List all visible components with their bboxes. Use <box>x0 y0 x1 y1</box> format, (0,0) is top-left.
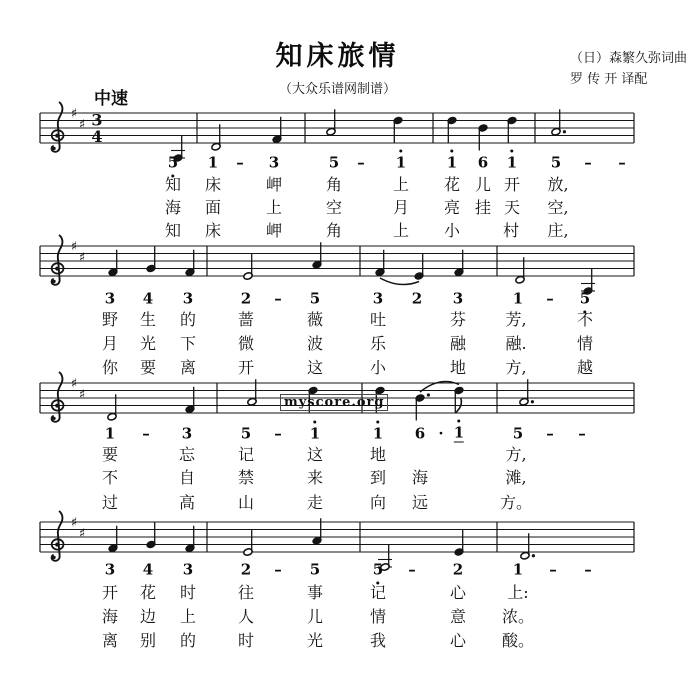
sharp-icon: ♯ <box>70 515 78 531</box>
slur <box>380 278 419 285</box>
jianpu-number: 5 <box>328 153 340 172</box>
lyric-char: 月 <box>101 334 119 353</box>
lyric-char: 忘 <box>178 445 196 464</box>
sharp-icon: ♯ <box>78 387 86 403</box>
lyric-char: 上 <box>392 175 410 194</box>
jianpu-number: 5 <box>512 424 524 443</box>
jianpu-number: 2 <box>411 289 423 308</box>
lyric-char: 上 <box>265 198 283 217</box>
jianpu-number: 1 <box>447 156 457 171</box>
lyric-char: 别 <box>139 631 157 650</box>
note <box>146 246 156 273</box>
credit-translator: 罗 传 开 译配 <box>569 72 648 87</box>
lyric-char: 角 <box>325 175 343 194</box>
octave-dot <box>377 421 380 424</box>
lyric-char: 薇 <box>306 310 324 329</box>
lyric-char: 下 <box>179 334 197 353</box>
lyric-char: 岬 <box>265 175 283 194</box>
lyric-char: 上 <box>392 221 410 240</box>
note <box>507 116 517 143</box>
lyric-char: 方。 <box>499 493 533 512</box>
lyric-char: 微 <box>237 334 255 353</box>
jianpu-number: 5 <box>580 292 590 307</box>
sharp-icon: ♯ <box>70 376 78 392</box>
lyric-char: 边 <box>139 607 157 626</box>
jianpu-number: – <box>274 424 282 443</box>
lyric-char: 小 <box>443 221 461 240</box>
lyric-char: 波 <box>306 334 324 353</box>
lyric-char: 空 <box>325 198 343 217</box>
watermark: myscore.org <box>280 394 388 411</box>
jianpu-number: 6 <box>414 424 426 443</box>
lyric-char: 地 <box>449 358 467 377</box>
jianpu-number: 3 <box>182 289 194 308</box>
page-title: 知床旅情 <box>275 41 400 72</box>
jianpu-number: – <box>357 153 365 172</box>
octave-dot <box>451 150 454 153</box>
lyric-char: 你 <box>101 358 119 377</box>
jianpu-number: – <box>618 153 626 172</box>
lyric-char: 时 <box>237 631 255 650</box>
lyric-char: 面 <box>204 198 222 217</box>
jianpu-number: – <box>546 289 554 308</box>
credits <box>570 48 687 90</box>
lyric-char: 开 <box>503 175 521 194</box>
jianpu-number: 5 <box>550 153 562 172</box>
lyric-char: 方, <box>505 358 527 377</box>
lyric-char: 要 <box>139 358 157 377</box>
lyric-char: 不 <box>576 310 594 329</box>
note <box>447 116 457 143</box>
lyric-char: 知 <box>164 175 182 194</box>
jianpu-number: 2 <box>452 560 464 579</box>
jianpu-number: 1 <box>454 426 464 443</box>
lyric-char: 空, <box>547 198 569 217</box>
jianpu-number: 1 <box>507 156 517 171</box>
lyric-char: 意 <box>449 607 467 626</box>
jianpu-number: · <box>438 424 444 443</box>
jianpu-number: 2 <box>240 560 252 579</box>
time-signature: 3 <box>91 110 103 130</box>
lyric-char: 岬 <box>265 221 283 240</box>
lyric-char: 花 <box>443 175 461 194</box>
lyric-char: 光 <box>139 334 157 353</box>
lyric-char: 儿 <box>306 607 324 626</box>
note <box>454 386 464 413</box>
lyric-char: 床 <box>204 221 222 240</box>
note <box>243 530 253 557</box>
lyric-char: 上 <box>179 607 197 626</box>
octave-dot <box>511 150 514 153</box>
lyric-char: 亮 <box>443 198 461 217</box>
jianpu-number: 3 <box>104 289 116 308</box>
lyric-char: 记 <box>369 583 387 602</box>
lyric-char: 海 <box>411 468 429 487</box>
jianpu-number: – <box>142 424 150 443</box>
lyric-char: 光 <box>306 631 324 650</box>
jianpu-number: 1 <box>512 560 524 579</box>
lyric-char: 滩, <box>505 468 527 487</box>
jianpu-number: 6 <box>477 153 489 172</box>
subtitle: （大众乐谱网制谱） <box>278 82 396 97</box>
lyric-char: 蔷 <box>237 310 255 329</box>
lyric-char: 时 <box>179 583 197 602</box>
lyric-char: 向 <box>369 493 387 512</box>
tempo-marking: 中速 <box>94 89 128 109</box>
lyric-char: 记 <box>237 445 255 464</box>
jianpu-number: 1 <box>373 427 383 442</box>
treble-clef-icon <box>52 235 64 285</box>
jianpu-number: 3 <box>452 289 464 308</box>
lyric-char: 情 <box>369 607 387 626</box>
lyric-char: 方, <box>505 445 527 464</box>
jianpu-number: 5 <box>309 289 321 308</box>
lyric-char: 情 <box>576 334 594 353</box>
lyric-char: 往 <box>237 583 255 602</box>
lyric-char: 事 <box>306 583 324 602</box>
lyric-char: 月 <box>392 198 410 217</box>
lyric-char: 野 <box>101 310 119 329</box>
sharp-icon: ♯ <box>78 117 86 133</box>
lyric-char: 挂 <box>474 198 492 217</box>
sharp-icon: ♯ <box>70 106 78 122</box>
jianpu-number: 5 <box>240 424 252 443</box>
lyric-char: 自 <box>178 468 196 487</box>
octave-dot <box>458 420 461 423</box>
lyric-char: 放, <box>547 175 569 194</box>
lyric-char: 到 <box>369 468 387 487</box>
lyric-char: 山 <box>237 493 255 512</box>
jianpu-number: – <box>584 153 592 172</box>
lyric-char: 禁 <box>237 468 255 487</box>
lyric-char: 心 <box>449 631 467 650</box>
lyric-char: 庄, <box>547 221 569 240</box>
lyric-char: 知 <box>164 221 182 240</box>
lyric-char: 离 <box>101 631 119 650</box>
jianpu-number: 1 <box>396 156 406 171</box>
lyric-char: 上: <box>507 583 529 602</box>
lyric-char: 走 <box>306 493 324 512</box>
jianpu-number: – <box>549 560 557 579</box>
jianpu-number: 3 <box>182 560 194 579</box>
lyric-char: 融. <box>505 334 527 353</box>
lyric-char: 儿 <box>474 175 492 194</box>
jianpu-number: 1 <box>104 424 116 443</box>
jianpu-number: 1 <box>207 153 219 172</box>
treble-clef-icon <box>52 102 64 152</box>
jianpu-number: – <box>584 560 592 579</box>
time-signature: 4 <box>91 127 103 146</box>
lyric-char: 远 <box>411 493 429 512</box>
lyric-char: 这 <box>306 358 324 377</box>
lyric-char: 要 <box>101 445 119 464</box>
lyric-char: 酸。 <box>501 631 535 650</box>
note <box>146 522 156 549</box>
jianpu-number: – <box>236 153 244 172</box>
jianpu-number: 5 <box>373 563 383 578</box>
lyric-char: 地 <box>369 445 387 464</box>
lyric-char: 离 <box>179 358 197 377</box>
lyric-char: 小 <box>369 358 387 377</box>
lyric-char: 不 <box>101 468 119 487</box>
octave-dot <box>314 421 317 424</box>
lyric-char: 海 <box>164 198 182 217</box>
jianpu-number: 4 <box>142 289 154 308</box>
lyric-char: 越 <box>576 358 594 377</box>
jianpu-number: – <box>274 560 282 579</box>
lyric-char: 我 <box>369 631 387 650</box>
lyric-char: 角 <box>325 221 343 240</box>
jianpu-number: 1 <box>310 427 320 442</box>
lyric-char: 这 <box>306 445 324 464</box>
note <box>478 124 488 151</box>
jianpu-number: – <box>274 289 282 308</box>
lyric-char: 浓。 <box>501 607 535 626</box>
lyric-char: 天 <box>503 198 521 217</box>
lyric-char: 开 <box>101 583 119 602</box>
jianpu-number: 3 <box>104 560 116 579</box>
jianpu-number: – <box>408 560 416 579</box>
lyric-char: 的 <box>179 631 197 650</box>
treble-clef-icon <box>52 372 64 422</box>
note <box>454 530 464 557</box>
jianpu-number: 3 <box>268 153 280 172</box>
lyric-char: 过 <box>101 493 119 512</box>
jianpu-number: 5 <box>168 156 178 171</box>
lyric-char: 来 <box>306 468 324 487</box>
lyric-char: 吐 <box>369 310 387 329</box>
jianpu-number: 5 <box>309 560 321 579</box>
note <box>393 116 403 143</box>
note <box>414 254 424 281</box>
sharp-icon: ♯ <box>78 526 86 542</box>
lyric-char: 开 <box>237 358 255 377</box>
sharp-icon: ♯ <box>78 250 86 266</box>
lyric-char: 村 <box>502 221 520 240</box>
jianpu-number: 3 <box>181 424 193 443</box>
lyric-char: 心 <box>449 583 467 602</box>
jianpu-number: – <box>546 424 554 443</box>
lyric-char: 床 <box>204 175 222 194</box>
lyric-char: 人 <box>237 607 255 626</box>
treble-clef-icon <box>52 511 64 561</box>
lyric-char: 芳, <box>505 310 527 329</box>
lyric-char: 海 <box>101 607 119 626</box>
jianpu-number: 4 <box>142 560 154 579</box>
lyric-char: 乐 <box>369 334 387 353</box>
jianpu-number: 2 <box>240 289 252 308</box>
lyric-char: 融 <box>449 334 467 353</box>
lyric-char: 花 <box>139 583 157 602</box>
jianpu-number: 3 <box>372 289 384 308</box>
jianpu-number: 1 <box>512 289 524 308</box>
lyric-char: 生 <box>139 310 157 329</box>
sharp-icon: ♯ <box>70 239 78 255</box>
note <box>243 254 253 281</box>
jianpu-number: – <box>578 424 586 443</box>
lyric-char: 芬 <box>449 310 467 329</box>
lyric-char: 的 <box>179 310 197 329</box>
credit-composer: （日）森繁久弥词曲 <box>569 51 687 66</box>
octave-dot <box>400 150 403 153</box>
lyric-char: 高 <box>178 493 196 512</box>
